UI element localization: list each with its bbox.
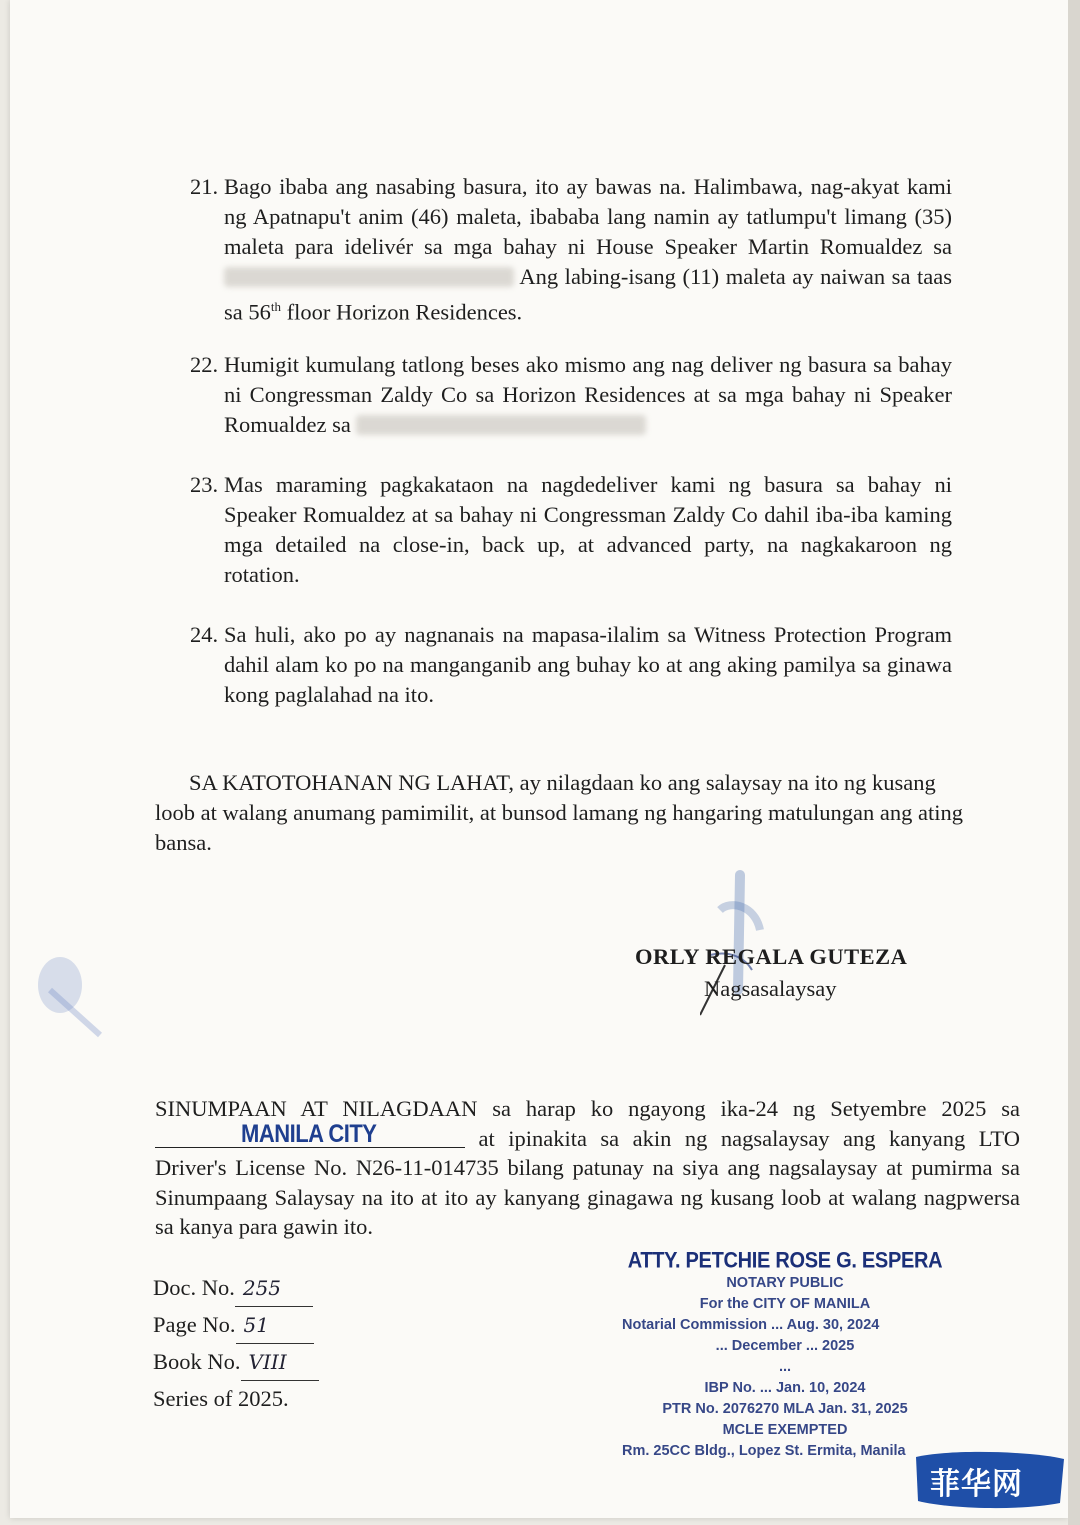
jurat-paragraph (155, 1094, 1020, 1242)
paragraph-text-end: floor Horizon Residences. (281, 299, 523, 325)
ordinal-suffix: th (270, 299, 281, 314)
paragraph-text: Humigit kumulang tatlong beses ako mismo ang nag deliver ng basura sa bahay ni Congressman Zaldy Co sa Horizon Residences at sa mga bahay ni Speaker Romualdez sa (224, 352, 952, 437)
paragraph-number: 24. (190, 622, 219, 647)
page-no: Page No. 51 (153, 1307, 319, 1344)
paragraph-text: Bago ibaba ang nasabing basura, ito ay bawas na. Halimbawa, nag-akyat kami ng Apatnapu't anim (46) maleta, ibababa lang namin ay tatlumpu't limang (35) maleta para idelivér sa mga bahay ni House Speaker Martin Romualdez sa (224, 174, 952, 259)
document-page (10, 0, 1068, 1518)
notary-name: ATTY. PETCHIE ROSE G. ESPERA (627, 1248, 943, 1274)
notary-address: Rm. 25CC Bldg., Lopez St. Ermita, Manila (622, 1443, 906, 1459)
closing-text: ay nilagdaan ko ang salaysay na ito ng kusang loob at walang anumang pamimilit, at bunsod lamang ng hangaring matulungan ang ating bansa. (155, 770, 963, 855)
notary-ptr: PTR No. 2076270 MLA Jan. 31, 2025 (662, 1401, 908, 1417)
site-watermark (910, 1447, 1070, 1513)
notary-jurisdiction: For the CITY OF MANILA (699, 1296, 871, 1312)
redacted-address (224, 267, 514, 287)
notary-title: NOTARY PUBLIC (726, 1275, 844, 1291)
notary-stamp (620, 1250, 950, 1462)
book-no: Book No. VIII (153, 1344, 319, 1381)
redacted-address (356, 415, 646, 435)
notary-commission-expiry: ... December ... 2025 (715, 1338, 855, 1354)
scan-edge (1068, 0, 1080, 1525)
paragraph-22 (190, 350, 952, 440)
paragraph-23 (190, 470, 952, 590)
closing-lead: SA KATOTOHANAN NG LAHAT, (189, 770, 515, 795)
book-no-value: VIII (241, 1345, 319, 1381)
signer-name: ORLY REGALA GUTEZA (635, 944, 908, 969)
series: Series of 2025. (153, 1386, 289, 1411)
paragraph-number: 23. (190, 472, 219, 497)
notary-mcle: MCLE EXEMPTED (722, 1422, 848, 1438)
jurat-text-cont: at ipinakita sa akin ng nagsalaysay ang kanyang LTO Driver's License No. N26-11-014735 bilang patunay na siya ang nagsalaysay at pumirma sa Sinumpaang Salaysay na ito at ito ay kanyang ginagawa ng kusang loob at walang nagpwersa sa kanya para gawin ito. (155, 1125, 1020, 1239)
notary-ibp: IBP No. ... Jan. 10, 2024 (704, 1380, 866, 1396)
signer-role: Nagsasalaysay (704, 976, 837, 1001)
city-stamp: MANILA CITY (241, 1118, 377, 1148)
jurat-text: SINUMPAAN AT NILAGDAAN sa harap ko ngayong ika-24 ng Setyembre 2025 sa (155, 1096, 1020, 1121)
page-no-value: 51 (236, 1308, 314, 1344)
closing-paragraph (155, 768, 970, 858)
notary-roll: ... (778, 1359, 792, 1375)
city-blank (155, 1118, 465, 1148)
doc-no: Doc. No. 255 (153, 1270, 319, 1307)
paragraph-number: 22. (190, 352, 219, 377)
paragraph-24 (190, 620, 952, 710)
paragraph-text: Sa huli, ako po ay nagnanais na mapasa-ilalim sa Witness Protection Program dahil alam ko po na manganganib ang buhay ko at ang aking pamilya sa ginawa kong paglalahad na ito. (224, 622, 952, 707)
watermark-text: 菲华网 (930, 1467, 1023, 1502)
paragraph-text: Mas maraming pagkakataon na nagdedeliver kami ng basura sa bahay ni Speaker Romualdez at sa bahay ni Congressman Zaldy Co dahil iba-iba kaming mga detailed na close-in, back up, at advanced party, na nagkakaroon ng rotation. (224, 472, 952, 587)
doc-no-value: 255 (235, 1271, 313, 1307)
paragraph-21 (190, 172, 952, 328)
paragraph-text-cont: Ang labing-isang (11) maleta ay naiwan sa taas sa 56 (224, 264, 952, 325)
notary-commission: Notarial Commission ... Aug. 30, 2024 (622, 1317, 880, 1333)
notarial-register (153, 1270, 319, 1416)
stamp-smudge (30, 950, 110, 1040)
paragraph-number: 21. (190, 174, 219, 199)
